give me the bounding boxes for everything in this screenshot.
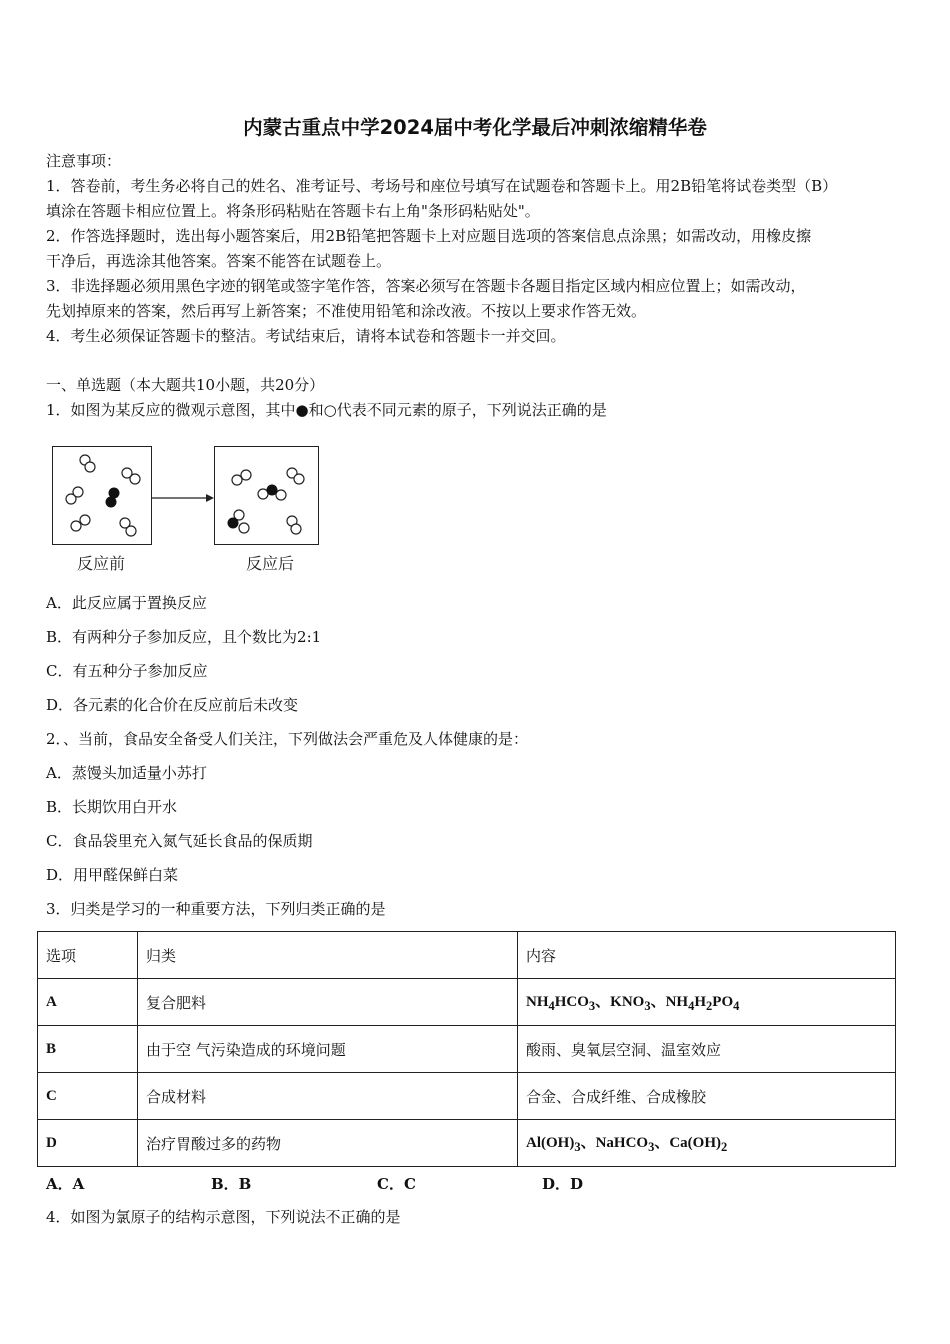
notice-line: 3．非选择题必须用黑色字迹的钢笔或签字笔作答，答案必须写在答题卡各题目指定区域内相应位置上；如需改动， xyxy=(46,277,806,295)
q1-option-b: B．有两种分子参加反应，且个数比为2:1 xyxy=(46,628,322,646)
before-box xyxy=(52,446,152,545)
after-label: 反应后 xyxy=(246,554,295,573)
table-row xyxy=(38,1120,896,1167)
notice-heading: 注意事项： xyxy=(46,152,122,170)
content-cell: $NH_4HCO_3$、$KNO_3$、$NH_4H_2PO_4$ xyxy=(518,979,896,1026)
q2-option-c: C．食品袋里充入氮气延长食品的保质期 xyxy=(46,832,313,850)
q1-option-a: A．此反应属于置换反应 xyxy=(46,594,207,612)
content-cell: 合金、合成纤维、合成橡胶 xyxy=(518,1073,896,1120)
question-2-stem: 2．、当前，食品安全备受人们关注，下列做法会严重危及人体健康的是： xyxy=(46,730,529,748)
notice-line: 先划掉原来的答案，然后再写上新答案；不准使用铅笔和涂改液。不按以上要求作答无效。 xyxy=(46,302,647,320)
header-cell: 归类 xyxy=(138,932,518,979)
table-row xyxy=(38,1073,896,1120)
content-cell: $Al(OH)_3$、NaHCO$_3$、$Ca(OH)_2$ xyxy=(518,1120,896,1167)
q3-answer-c: C．C xyxy=(377,1175,416,1193)
arrow-icon xyxy=(150,490,216,506)
category-cell: 治疗胃酸过多的药物 xyxy=(138,1120,518,1167)
page-title: 内蒙古重点中学2024届中考化学最后冲刺浓缩精华卷 xyxy=(243,116,707,139)
option-cell: D xyxy=(38,1120,138,1167)
q1-option-c: C．有五种分子参加反应 xyxy=(46,662,208,680)
q3-answer-d: D．D xyxy=(542,1175,584,1193)
notice-line: 填涂在答题卡相应位置上。将条形码粘贴在答题卡右上角"条形码粘贴处"。 xyxy=(46,202,540,220)
header-cell: 内容 xyxy=(518,932,896,979)
notice-line: 2．作答选择题时，选出每小题答案后，用2B铅笔把答题卡上对应题目选项的答案信息点涂黑；如需改动，用橡皮擦 xyxy=(46,227,812,245)
option-cell: C xyxy=(38,1073,138,1120)
q3-answer-b: B．B xyxy=(211,1175,252,1193)
notice-line: 干净后，再选涂其他答案。答案不能答在试题卷上。 xyxy=(46,252,392,270)
option-cell: B xyxy=(38,1026,138,1073)
notice-line: 1．答卷前，考生务必将自己的姓名、准考证号、考场号和座位号填写在试题卷和答题卡上。用2B铅笔将试卷类型（B） xyxy=(46,177,838,195)
question-3-stem: 3．归类是学习的一种重要方法，下列归类正确的是 xyxy=(46,900,386,918)
table-row xyxy=(38,1026,896,1073)
content-cell: 酸雨、臭氧层空洞、温室效应 xyxy=(518,1026,896,1073)
question-1-stem: 1．如图为某反应的微观示意图，其中●和○代表不同元素的原子，下列说法正确的是 xyxy=(46,401,607,419)
notice-line: 4．考生必须保证答题卡的整洁。考试结束后，请将本试卷和答题卡一并交回。 xyxy=(46,327,566,345)
q1-option-d: D．各元素的化合价在反应前后未改变 xyxy=(46,696,299,714)
q3-answer-a: A．A xyxy=(46,1175,85,1193)
question-4-stem: 4．如图为氯原子的结构示意图，下列说法不正确的是 xyxy=(46,1208,401,1226)
category-cell: 复合肥料 xyxy=(138,979,518,1026)
q2-option-d: D．用甲醛保鲜白菜 xyxy=(46,866,179,884)
classification-table xyxy=(37,931,896,1167)
molecules-after xyxy=(215,447,318,544)
header-cell: 选项 xyxy=(38,932,138,979)
before-label: 反应前 xyxy=(77,554,126,573)
section-heading: 一、单选题（本大题共10小题，共20分） xyxy=(46,376,325,394)
option-cell: A xyxy=(38,979,138,1026)
table-header-row xyxy=(38,932,896,979)
q2-option-a: A．蒸馒头加适量小苏打 xyxy=(46,764,207,782)
after-box xyxy=(214,446,319,545)
category-cell: 合成材料 xyxy=(138,1073,518,1120)
q2-option-b: B．长期饮用白开水 xyxy=(46,798,178,816)
molecules-before xyxy=(53,447,151,544)
table-row xyxy=(38,979,896,1026)
category-cell: 由于空 气污染造成的环境问题 xyxy=(138,1026,518,1073)
